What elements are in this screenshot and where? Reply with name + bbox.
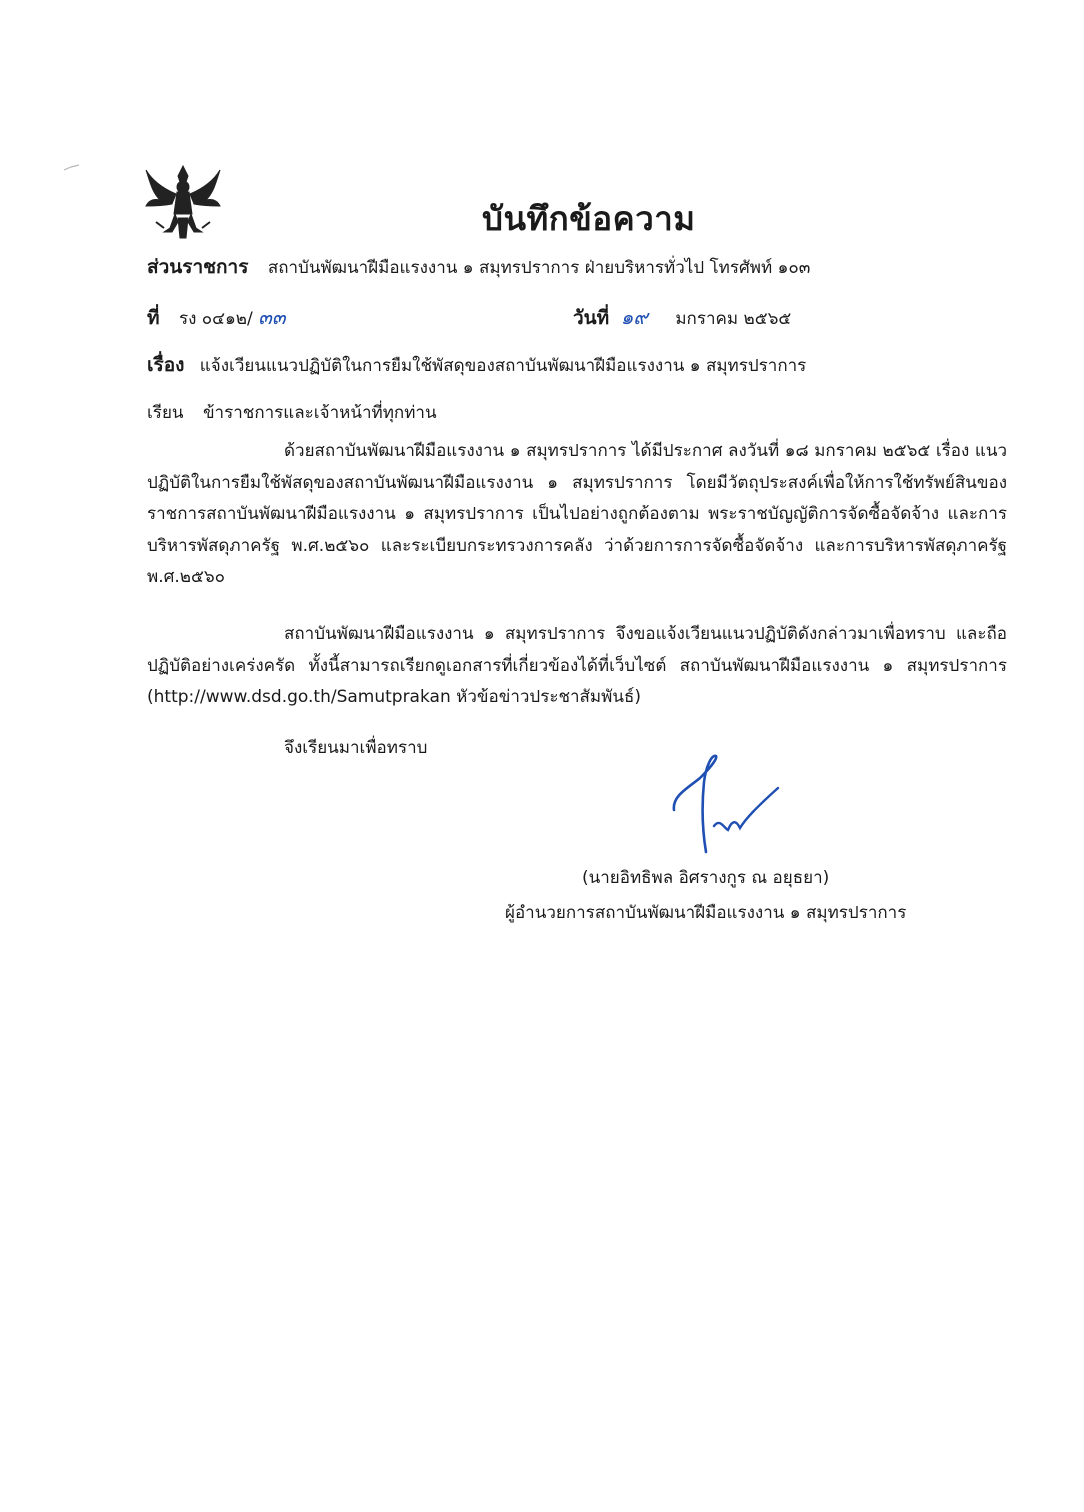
document-title: บันทึกข้อความ xyxy=(482,199,696,238)
closing-text: จึงเรียนมาเพื่อทราบ xyxy=(284,738,428,758)
date-line xyxy=(573,301,791,333)
date-handwritten-day: ๑๙ xyxy=(620,305,648,329)
date-value: มกราคม ๒๕๖๕ xyxy=(675,309,792,329)
date-label: วันที่ xyxy=(573,307,610,329)
reference-line xyxy=(147,301,286,333)
garuda-emblem-icon xyxy=(142,162,224,244)
reference-handwritten-number: ๓๓ xyxy=(258,305,286,329)
signatory-position: ผู้อำนวยการสถาบันพัฒนาฝีมือแรงงาน ๑ สมุทรปราการ xyxy=(505,903,907,923)
addressee-label: เรียน xyxy=(147,403,184,423)
reference-value: รง ๐๔๑๒/ xyxy=(178,309,253,329)
body-paragraph-1 xyxy=(147,436,1007,594)
body-paragraph-2 xyxy=(147,619,1007,714)
subject-line xyxy=(147,350,806,380)
handwritten-signature-icon xyxy=(666,748,786,858)
reference-label: ที่ xyxy=(147,307,160,329)
agency-value: สถาบันพัฒนาฝีมือแรงงาน ๑ สมุทรปราการ ฝ่ายบริหารทั่วไป โทรศัพท์ ๑๐๓ xyxy=(267,258,811,278)
addressee-value: ข้าราชการและเจ้าหน้าที่ทุกท่าน xyxy=(202,403,437,423)
scan-speck xyxy=(63,164,81,172)
paragraph-1-text: ด้วยสถาบันพัฒนาฝีมือแรงงาน ๑ สมุทรปราการ ได้มีประกาศ ลงวันที่ ๑๘ มกราคม ๒๕๖๕ เรื่อง แนวปฏิบัติในการยืมใช้พัสดุของสถาบันพัฒนาฝีมือแรงงาน ๑ สมุทรปราการ โดยมีวัตถุประสงค์เพื่อให้การใช้ทรัพย์สินของราชการสถาบันพัฒนาฝีมือแรงงาน ๑ สมุทรปราการ เป็นไปอย่างถูกต้องตาม พระราชบัญญัติการจัดซื้อจัดจ้าง และการบริหารพัสดุภาครัฐ พ.ศ.๒๕๖๐ และระเบียบกระทรวงการคลัง ว่าด้วยการการจัดซื้อจัดจ้าง และการบริหารพัสดุภาครัฐ พ.ศ.๒๕๖๐ xyxy=(147,441,1007,587)
agency-line xyxy=(147,252,810,282)
subject-value: แจ้งเวียนแนวปฏิบัติในการยืมใช้พัสดุของสถาบันพัฒนาฝีมือแรงงาน ๑ สมุทรปราการ xyxy=(199,356,807,376)
paragraph-2-text: สถาบันพัฒนาฝีมือแรงงาน ๑ สมุทรปราการ จึงขอแจ้งเวียนแนวปฏิบัติดังกล่าวมาเพื่อทราบ และถือปฏิบัติอย่างเคร่งครัด ทั้งนี้สามารถเรียกดูเอกสารที่เกี่ยวข้องได้ที่เว็บไซต์ สถาบันพัฒนาฝีมือแรงงาน ๑ สมุทรปราการ (http://www.dsd.go.th/Samutprakan หัวข้อข่าวประชาสัมพันธ์) xyxy=(147,624,1007,707)
subject-label: เรื่อง xyxy=(147,354,185,376)
addressee-line xyxy=(147,399,437,426)
agency-label: ส่วนราชการ xyxy=(147,256,249,278)
signatory-name: (นายอิทธิพล อิศรางกูร ณ อยุธยา) xyxy=(582,868,830,888)
